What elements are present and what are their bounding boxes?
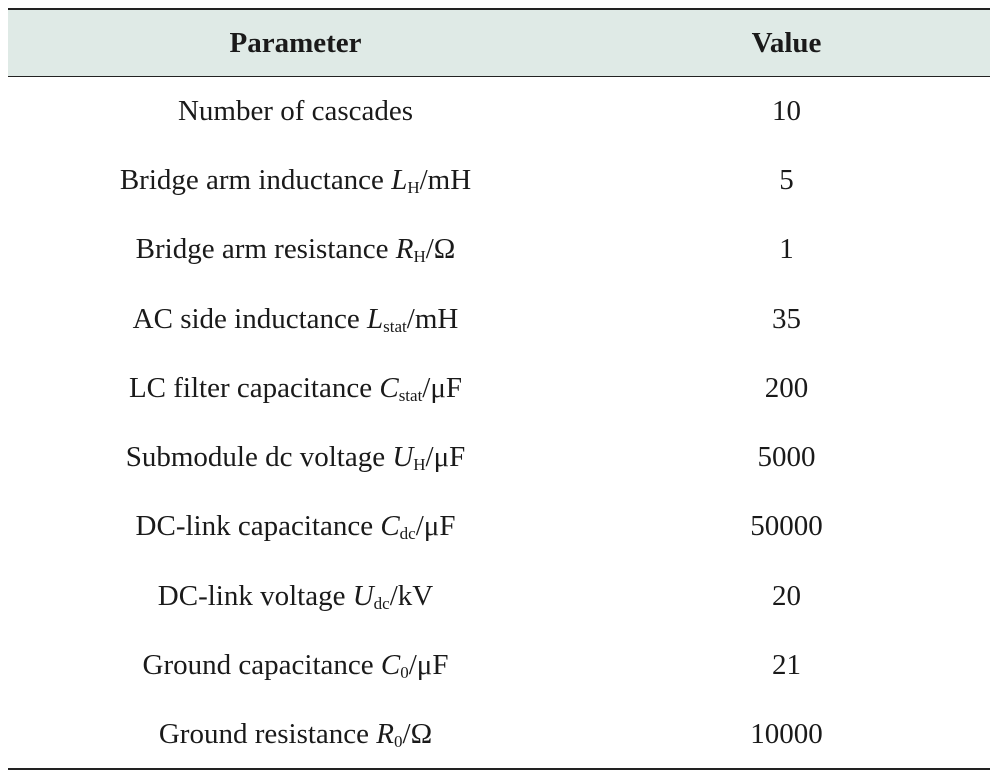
parameter-cell bbox=[8, 77, 583, 146]
parameter-subscript: stat bbox=[398, 385, 423, 405]
value-cell: 10 bbox=[772, 94, 801, 127]
table-row bbox=[8, 146, 990, 215]
parameter-symbol: U bbox=[352, 579, 374, 612]
parameter-label: Bridge arm inductance bbox=[119, 163, 392, 196]
parameter-label: Ground resistance bbox=[158, 717, 377, 750]
parameter-label: DC-link capacitance bbox=[135, 510, 381, 543]
parameter-cell bbox=[8, 423, 583, 492]
parameter-subscript: dc bbox=[373, 593, 390, 613]
parameter-cell bbox=[8, 700, 583, 769]
value-cell: 5 bbox=[779, 163, 794, 196]
table-header-row bbox=[8, 9, 990, 77]
table-row bbox=[8, 562, 990, 631]
table-row bbox=[8, 77, 990, 146]
parameter-subscript: dc bbox=[399, 524, 416, 544]
value-cell: 1 bbox=[779, 233, 794, 266]
header-parameter: Parameter bbox=[229, 26, 362, 59]
value-cell: 35 bbox=[772, 302, 801, 335]
value-cell: 200 bbox=[764, 371, 809, 404]
parameter-unit: /mH bbox=[406, 302, 459, 335]
parameter-symbol: L bbox=[367, 302, 384, 335]
parameter-unit: /μF bbox=[415, 510, 456, 543]
parameter-cell bbox=[8, 354, 583, 423]
parameter-label: LC filter capacitance bbox=[128, 371, 380, 404]
parameter-label: Number of cascades bbox=[177, 94, 414, 127]
parameter-label: Ground capacitance bbox=[142, 649, 381, 682]
parameter-subscript: 0 bbox=[394, 731, 403, 751]
parameter-subscript: H bbox=[407, 177, 420, 197]
parameter-symbol: C bbox=[379, 371, 399, 404]
parameter-subscript: H bbox=[413, 247, 426, 267]
parameter-symbol: R bbox=[376, 717, 395, 750]
parameter-cell bbox=[8, 146, 583, 215]
parameter-symbol: C bbox=[380, 649, 401, 682]
table-row bbox=[8, 492, 990, 561]
parameter-label: DC-link voltage bbox=[157, 579, 353, 612]
parameter-subscript: 0 bbox=[400, 663, 409, 683]
parameter-label: Submodule dc voltage bbox=[125, 441, 393, 474]
parameter-cell bbox=[8, 631, 583, 700]
parameter-subscript: H bbox=[413, 455, 426, 475]
parameter-subscript: stat bbox=[383, 316, 407, 336]
table-row bbox=[8, 423, 990, 492]
parameter-symbol: R bbox=[395, 233, 414, 266]
value-cell: 21 bbox=[772, 649, 801, 682]
parameter-unit: /μF bbox=[408, 649, 449, 682]
table-row bbox=[8, 215, 990, 284]
parameter-cell bbox=[8, 215, 583, 284]
parameter-unit: /Ω bbox=[425, 233, 456, 266]
parameter-unit: /Ω bbox=[402, 717, 433, 750]
parameter-table bbox=[8, 8, 990, 770]
parameter-label: Bridge arm resistance bbox=[135, 233, 396, 266]
table-row bbox=[8, 354, 990, 423]
parameter-symbol: U bbox=[392, 441, 414, 474]
parameter-unit: /kV bbox=[389, 579, 434, 612]
value-cell: 5000 bbox=[757, 441, 816, 474]
parameter-cell bbox=[8, 284, 583, 353]
value-cell: 20 bbox=[772, 579, 801, 612]
parameter-unit: /μF bbox=[425, 441, 466, 474]
table-row bbox=[8, 284, 990, 353]
parameter-unit: /mH bbox=[419, 163, 472, 196]
value-cell: 10000 bbox=[750, 717, 823, 750]
value-cell: 50000 bbox=[750, 510, 823, 543]
parameter-cell bbox=[8, 562, 583, 631]
header-value: Value bbox=[751, 26, 822, 59]
parameter-unit: /μF bbox=[422, 371, 463, 404]
parameter-cell bbox=[8, 492, 583, 561]
table-row bbox=[8, 631, 990, 700]
table-row bbox=[8, 700, 990, 769]
parameter-table-container bbox=[8, 8, 990, 770]
parameter-symbol: L bbox=[391, 163, 408, 196]
parameter-label: AC side inductance bbox=[132, 302, 368, 335]
parameter-symbol: C bbox=[380, 510, 400, 543]
